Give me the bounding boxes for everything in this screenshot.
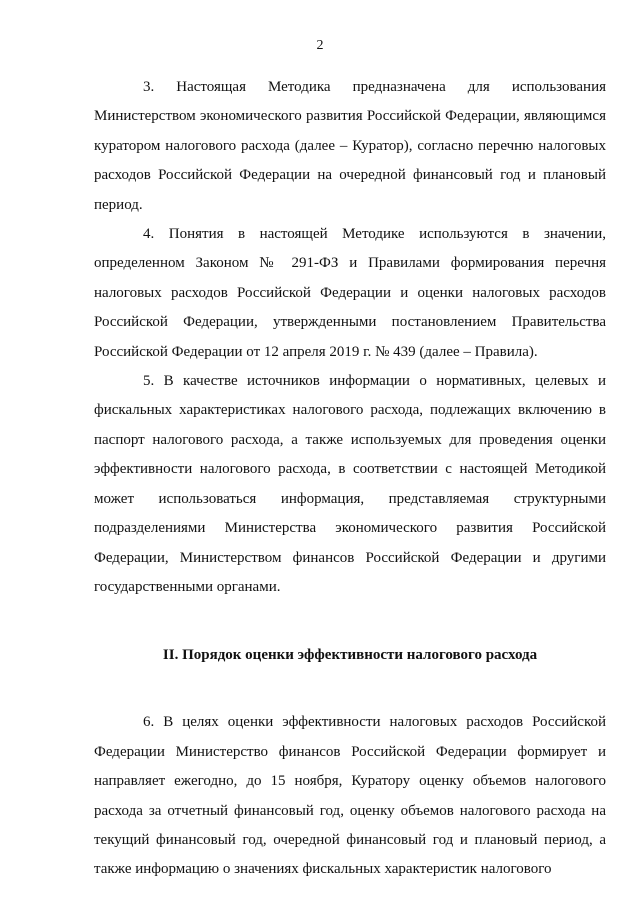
paragraph-5: 5. В качестве источников информации о нормативных, целевых и фискальных характеристиках налогового расхода, подлежащих включению в паспорт налогового расхода, а также используемых для проведения оценки эффективности налогового расхода, в соответствии с настоящей Методикой может использоваться информация, представляемая структурными подразделениями Министерства экономического развития Российской Федерации, Министерством финансов Российской Федерации и другими государственными органами. bbox=[94, 373, 606, 595]
paragraph-4: 4. Понятия в настоящей Методике используются в значении, определенном Законом № 291-ФЗ и Правилами формирования перечня налоговых расходов Российской Федерации и оценки налоговых расходов Российской Федерации, утвержденными постановлением Правительства Российской Федерации от 12 апреля 2019 г. № 439 (далее – Правила). bbox=[94, 226, 606, 360]
page-number: 2 bbox=[316, 38, 324, 53]
document-body bbox=[94, 73, 606, 885]
section-heading: II. Порядок оценки эффективности налогового расхода bbox=[162, 647, 538, 664]
paragraph-6: 6. В целях оценки эффективности налоговых расходов Российской Федерации Министерство финансов Российской Федерации формирует и направляет ежегодно, до 15 ноября, Куратору оценку объемов налогового расхода за отчетный финансовый год, оценку объемов налогового расхода на текущий финансовый год, очередной финансовый год и плановый период, а также информацию о значениях фискальных характеристик налогового bbox=[94, 714, 606, 878]
paragraph-3: 3. Настоящая Методика предназначена для использования Министерством экономического развития Российской Федерации, являющимся куратором налогового расхода (далее – Куратор), согласно перечню налоговых расходов Российской Федерации на очередной финансовый год и плановый период. bbox=[94, 79, 606, 213]
